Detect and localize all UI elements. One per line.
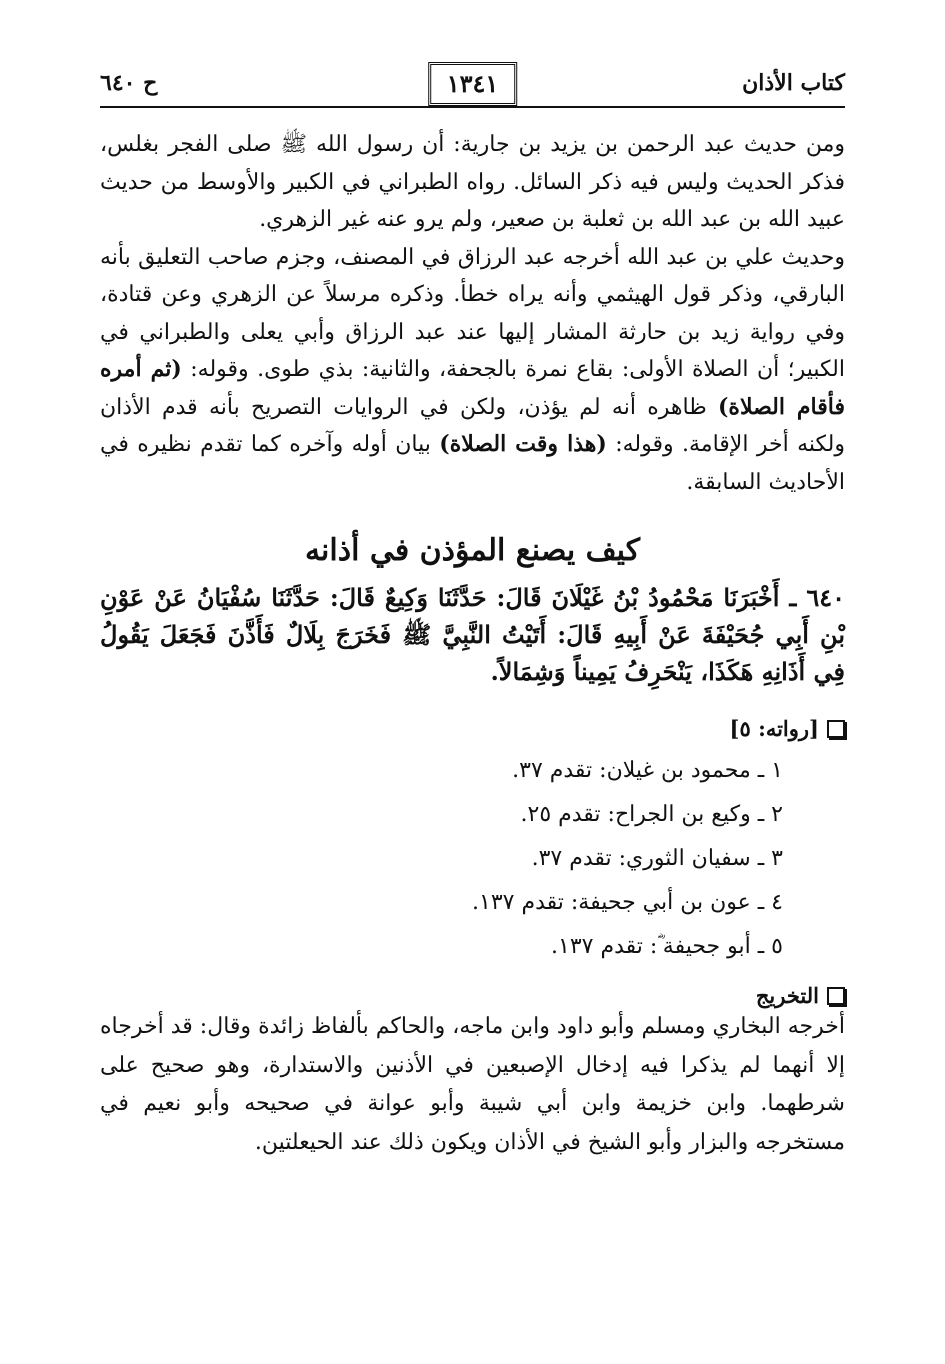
square-bullet-icon — [827, 720, 845, 738]
hadith-reference: ح ٦٤٠ — [100, 70, 158, 96]
page-number: ١٣٤١ — [428, 62, 518, 106]
commentary-text: ظاهره أنه لم يؤذن، ولكن في الروايات التصريح بأنه قدم الأذان ولكنه أخر الإقامة. وقوله: — [100, 394, 845, 457]
book-page — [100, 62, 845, 1162]
list-item: ١ ـ محمود بن غيلان: تقدم ٣٧. — [512, 758, 783, 783]
narrators-list — [100, 749, 783, 969]
narrators-title: [رواته: ٥] — [729, 716, 819, 741]
list-item: ٣ ـ سفيان الثوري: تقدم ٣٧. — [531, 846, 783, 871]
commentary-text: بيان أوله وآخره كما تقدم نظيره في الأحاديث السابقة. — [100, 432, 845, 495]
quoted-phrase: (هذا وقت الصلاة) — [439, 431, 607, 457]
header-rule — [100, 106, 845, 108]
hadith-text: ٦٤٠ ـ أَخْبَرَنَا مَحْمُودُ بْنُ غَيْلَانَ قَالَ: حَدَّثَنَا وَكِيعٌ قَالَ: حَدَّثَنَا سُفْيَانُ عَنْ عَوْنِ بْنِ أَبِي جُحَيْفَةَ عَنْ أَبِيهِ قَالَ: أَتَيْتُ النَّبِيَّ ﷺ فَخَرَجَ بِلَالٌ فَأَذَّنَ فَجَعَلَ يَقُولُ فِي أَذَانِهِ هَكَذَا، يَنْحَرِفُ يَمِيناً وَشِمَالاً. — [100, 583, 845, 686]
takhrij-text: أخرجه البخاري ومسلم وأبو داود وابن ماجه، والحاكم بألفاظ زائدة وقال: قد أخرجاه إلا أنهما لم يذكرا فيه إدخال الإصبعين في الأذنين والاستدارة، وهو صحيح على شرطهما. وابن خزيمة وابن أبي شيبة وأبو عوانة في صحيحه وأبو نعيم في مستخرجه والبزار وأبو الشيخ في الأذان ويكون ذلك عند الحيعلتين. — [100, 1014, 845, 1155]
list-item: ٢ ـ وكيع بن الجراح: تقدم ٢٥. — [520, 802, 783, 827]
quoted-phrase: (ثم أمره فأقام الصلاة) — [100, 356, 845, 420]
list-item: ٥ ـ أبو جحيفة ؓ: تقدم ١٣٧. — [551, 934, 783, 959]
commentary-paragraph-2 — [100, 239, 845, 502]
commentary-section — [100, 126, 845, 501]
hadith-block — [100, 579, 845, 690]
chapter-title: كيف يصنع المؤذن في أذانه — [304, 533, 641, 568]
book-title: كتاب الأذان — [742, 70, 845, 96]
takhrij-heading — [100, 983, 845, 1008]
takhrij-title: التخريج — [755, 983, 819, 1008]
takhrij-section — [100, 1008, 845, 1162]
page-header — [100, 62, 845, 114]
list-item: ٤ ـ عون بن أبي جحيفة: تقدم ١٣٧. — [472, 890, 783, 915]
commentary-text: وحديث علي بن عبد الله أخرجه عبد الرزاق في المصنف، وجزم صاحب التعليق بأنه البارقي، وذكر قول الهيثمي وأنه يراه خطأ. وذكره مرسلاً عن الزهري وعن قتادة، وفي رواية زيد بن حارثة المشار إليها عند عبد الرزاق وأبي يعلى والطبراني في الكبير؛ أن الصلاة الأولى: بقاع نمرة بالجحفة، والثانية: بذي طوى. وقوله: — [100, 244, 846, 382]
narrators-heading — [100, 716, 845, 741]
commentary-paragraph-1: ومن حديث عبد الرحمن بن يزيد بن جارية: أن رسول الله ﷺ صلى الفجر بغلس، فذكر الحديث وليس فيه ذكر السائل. رواه الطبراني في الكبير والأوسط من حديث عبيد الله بن عبد الله بن ثعلبة بن صعير، ولم يرو عنه غير الزهري. — [100, 132, 845, 232]
square-bullet-icon — [827, 987, 845, 1005]
